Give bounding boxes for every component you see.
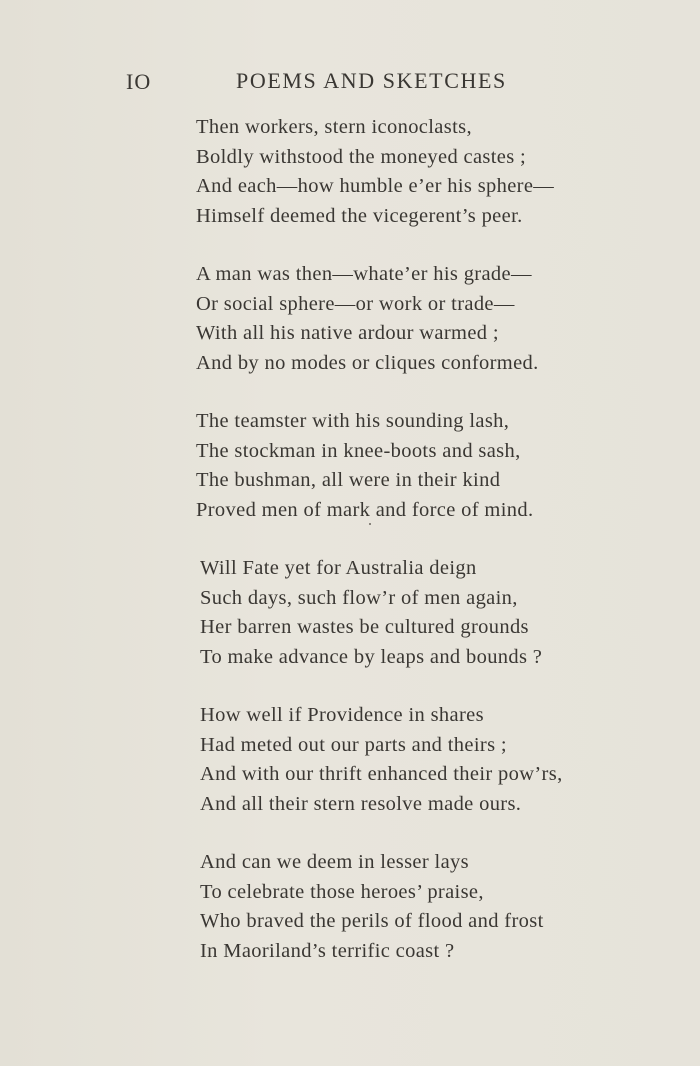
- poem-line: Boldly withstood the moneyed castes ;: [196, 145, 527, 168]
- stanza-5: [196, 701, 666, 819]
- page-number: IO: [126, 69, 152, 94]
- poem-line: With all his native ardour warmed ;: [196, 322, 499, 344]
- poem-line: Who braved the perils of flood and frost: [200, 910, 544, 932]
- poem-line: Himself deemed the vicegerent’s peer.: [196, 204, 523, 227]
- poem-line: Such days, such flow’r of men again,: [200, 586, 518, 609]
- poem-line: In Maoriland’s terrific coast ?: [200, 939, 455, 962]
- running-head: POEMS AND SKETCHES: [236, 68, 507, 93]
- poem-line: The bushman, all were in their kind: [196, 469, 501, 491]
- poem-line: Or social sphere—or work or trade—: [196, 292, 515, 315]
- poem-line: A man was then—whate’er his grade—: [196, 263, 532, 285]
- poem-line: And each—how humble e’er his sphere—: [196, 175, 555, 197]
- poem-line: Had meted out our parts and theirs ;: [200, 733, 507, 756]
- stanza-1: [196, 113, 666, 231]
- poem-line: Her barren wastes be cultured grounds: [200, 616, 529, 638]
- stanza-3: [196, 407, 666, 525]
- poem-line: And can we deem in lesser lays: [200, 851, 469, 873]
- poem-line: Proved men of mark and force of mind.: [196, 498, 534, 521]
- poem-line: To make advance by leaps and bounds ?: [200, 645, 543, 668]
- poem-line: How well if Providence in shares: [200, 704, 484, 726]
- poem-line: And with our thrift enhanced their pow’rs,: [200, 763, 563, 785]
- print-speck: [369, 523, 371, 525]
- poem-line: Will Fate yet for Australia deign: [200, 557, 477, 579]
- stanza-2: [196, 260, 666, 378]
- poem-line: The teamster with his sounding lash,: [196, 410, 510, 432]
- poem-body: [196, 113, 666, 995]
- poem-line: And by no modes or cliques conformed.: [196, 351, 539, 374]
- poem-line: The stockman in knee-boots and sash,: [196, 439, 521, 462]
- stanza-4: [196, 554, 666, 672]
- poem-line: Then workers, stern iconoclasts,: [196, 116, 472, 138]
- poem-line: To celebrate those heroes’ praise,: [200, 880, 484, 903]
- stanza-6: [196, 848, 666, 966]
- poem-line: And all their stern resolve made ours.: [200, 792, 522, 815]
